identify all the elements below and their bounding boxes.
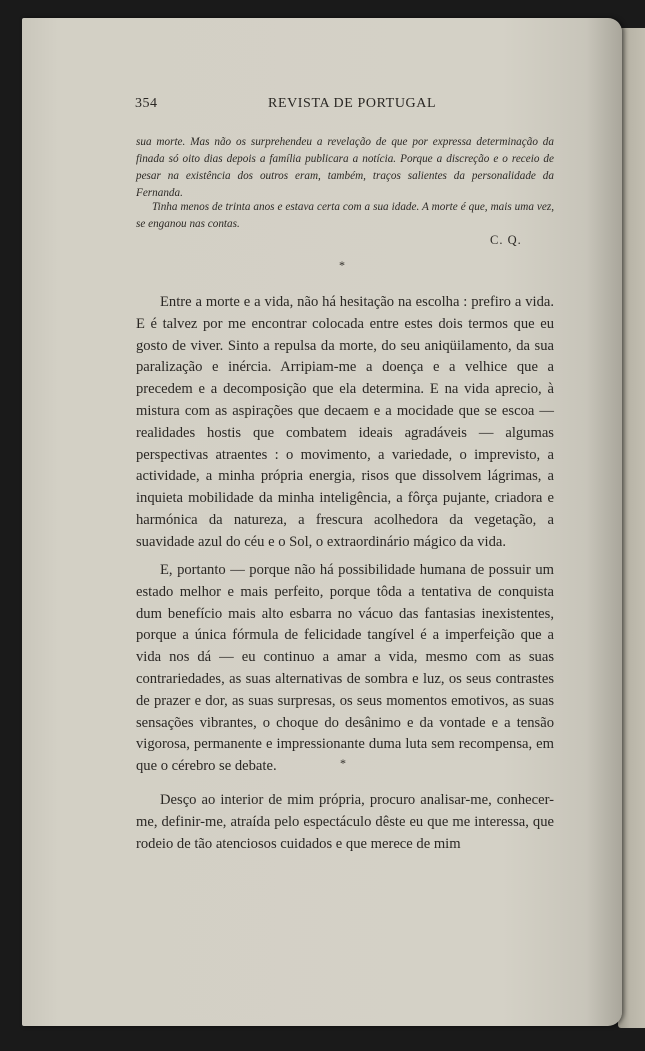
note-paragraph: sua morte. Mas não os surprehendeu a revelação de que por expressa determinação da finada só oito dias depois a família publicara a notícia. Porque a discreção e o receio de pesar na existência dos outros eram, também, traços salientes da personalidade da Fernanda. [136, 136, 554, 199]
adjacent-page-edge [618, 28, 645, 1028]
page-number: 354 [135, 96, 158, 111]
body-paragraph: E, portanto — porque não há possibilidade humana de possuir um estado melhor e mais perfeito, porque tôda a tentativa de conquista dum benefício mais alto esbarra no vácuo das fantasias inexistentes, porque a única fórmula de felicidade tangível é a imperfeição que a vida nos dá — eu continuo a amar a vida, mesmo com as suas contrariedades, as suas alternativas de sombra e luz, os seus contrastes de prazer e dor, as suas surpresas, os seus momentos emotivos, as suas sensações vibrantes, o choque do desânimo e da vontade e a tensão vigorosa, permanente e impressionante duma luta sem recompensa, em que o cérebro se debate. [136, 562, 554, 775]
section-separator: * [340, 756, 346, 770]
body-paragraph: Desço ao interior de mim própria, procuro analisar-me, conhecer-me, definir-me, atraída pelo espectáculo dêste eu que me interessa, que rodeio de tão atenciosos cuidados e que merece de mim [136, 792, 554, 852]
section-separator: * [339, 258, 345, 272]
running-head: REVISTA DE PORTUGAL [268, 96, 437, 111]
note-paragraph: Tinha menos de trinta anos e estava certa com a sua idade. A morte é que, mais uma vez, se enganou nas contas. [136, 201, 554, 230]
author-initials: C. Q. [490, 233, 522, 247]
body-paragraph: Entre a morte e a vida, não há hesitação na escolha : prefiro a vida. E é talvez por me encontrar colocada entre estes dois termos que eu gosto de viver. Sinto a repulsa da morte, do seu aniqüilamento, da sua paralização e inércia. Arripiam-me a doença e a velhice que a precedem e a decomposição que ela determina. E na vida aprecio, à mistura com as aspirações que decaem e a mocidade que se escoa — realidades hostis que combatem ideais agradáveis — algumas perspectivas atraentes : o movimento, a variedade, o imprevisto, a actividade, a minha própria energia, risos que dissolvem lágrimas, a inquieta mobilidade da minha inteligência, a fôrça pujante, criadora e harmónica da natureza, a frescura acolhedora da vegetação, a suavidade azul do céu e o Sol, o extraordinário mágico da vida. [136, 294, 554, 550]
